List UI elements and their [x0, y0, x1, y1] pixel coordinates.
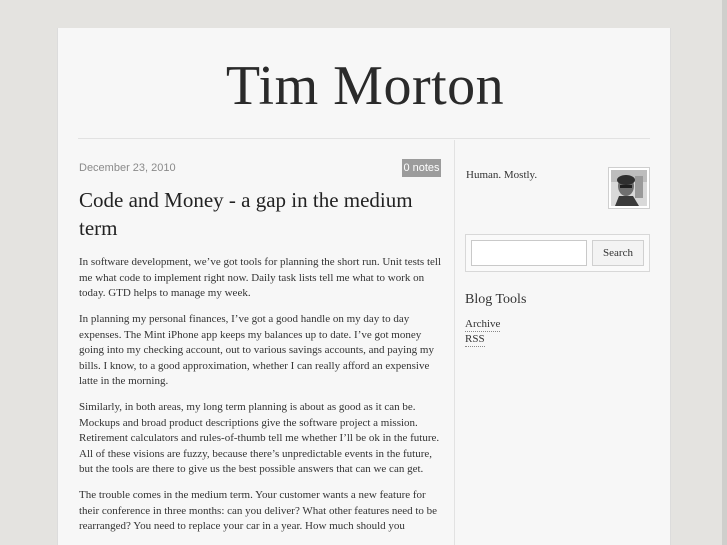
avatar[interactable] [608, 167, 650, 209]
post-paragraph: In software development, we’ve got tools for planning the short run. Unit tests tell me what code to implement right now. Daily task lists tell me what to work on today. GTD helps to manage my week. [79, 256, 442, 299]
archive-link[interactable]: Archive [465, 318, 501, 330]
rss-link[interactable]: RSS [465, 333, 485, 345]
post-paragraph: Similarly, in both areas, my long term planning is about as good as it can be. Mockups and broad product descriptions give the software project a mission. Retirement calculators and rules-of-thumb tell me whether I’ll be ok in the future. All of these visions are fuzzy, because there’s unpredictable events in the future, but the tools are there to give us the best possible answers that can we can get. [79, 401, 440, 475]
notes-badge[interactable]: 0 notes [402, 159, 441, 177]
post-date[interactable]: December 23, 2010 [79, 162, 176, 174]
blog-tools-heading: Blog Tools [465, 292, 527, 307]
search-button[interactable]: Search [592, 240, 644, 266]
avatar-photo-icon [611, 170, 647, 206]
window-scrollbar[interactable] [722, 0, 727, 545]
header-divider [78, 138, 650, 139]
search-form [465, 234, 650, 272]
search-input[interactable] [471, 240, 587, 266]
post-paragraph: In planning my personal finances, I’ve got a good handle on my day to day expenses. The Mint iPhone app keeps my balances up to date. I’ve got money going into my checking account, out to various savings accounts, and paying my bills. I know, to a good approximation, whether I can really afford an expensive latte in the morning. [79, 313, 434, 387]
post-title[interactable]: Code and Money - a gap in the medium term [79, 188, 413, 240]
post-paragraph: The trouble comes in the medium term. Your customer wants a new feature for their conference in three months: can you deliver? What other features need to be rearranged? You need to replace your car in a year. How much should you [79, 489, 438, 532]
site-title[interactable]: Tim Morton [225, 55, 505, 117]
post-body [79, 255, 443, 545]
page-container [57, 28, 671, 545]
sidebar-tagline: Human. Mostly. [466, 169, 538, 181]
column-divider [454, 140, 455, 545]
